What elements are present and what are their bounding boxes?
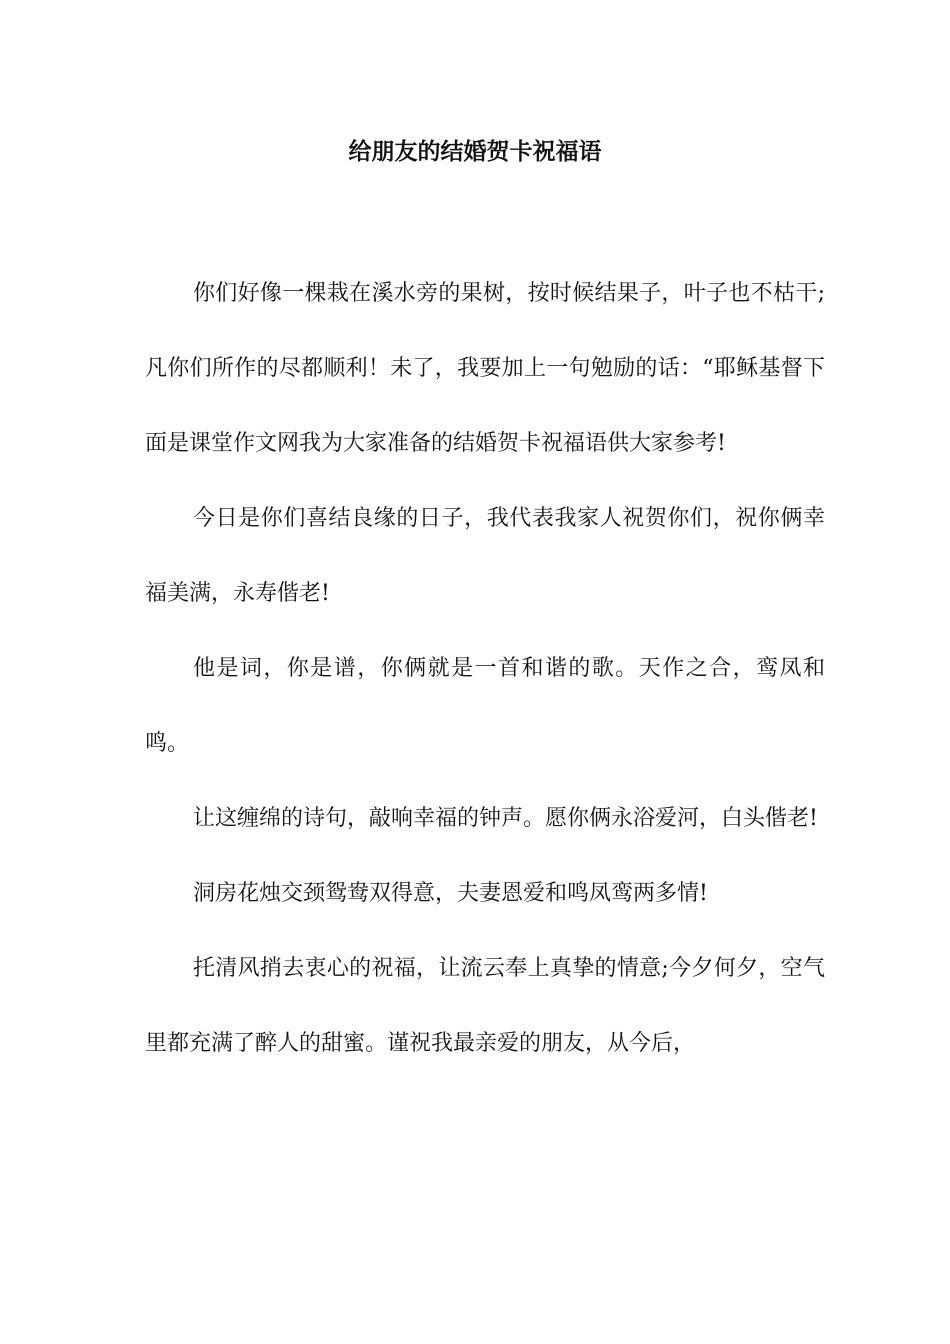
- paragraph: 让这缠绵的诗句，敲响幸福的钟声。愿你俩永浴爱河，白头偕老!: [193, 806, 818, 831]
- paragraph: 他是词，你是谱，你俩就是一首和谐的歌。天作之合，鸾凤和鸣。: [145, 656, 825, 756]
- paragraph: 洞房花烛交颈鸳鸯双得意，夫妻恩爱和鸣凤鸾两多情!: [193, 881, 708, 906]
- document-title: 给朋友的结婚贺卡祝福语: [348, 138, 602, 165]
- paragraph: 今日是你们喜结良缘的日子，我代表我家人祝贺你们，祝你俩幸福美满，永寿偕老!: [145, 506, 825, 606]
- paragraph: 托清风捎去衷心的祝福，让流云奉上真挚的情意;今夕何夕，空气里都充满了醉人的甜蜜。谨祝我最亲爱的朋友，从今后，: [145, 956, 825, 1056]
- paragraph: 你们好像一棵栽在溪水旁的果树，按时候结果子，叶子也不枯干;凡你们所作的尽都顺利！未了，我要加上一句勉励的话：“耶稣基督下面是课堂作文网我为大家准备的结婚贺卡祝福语供大家参考!: [145, 281, 825, 456]
- document-body: [145, 256, 825, 1081]
